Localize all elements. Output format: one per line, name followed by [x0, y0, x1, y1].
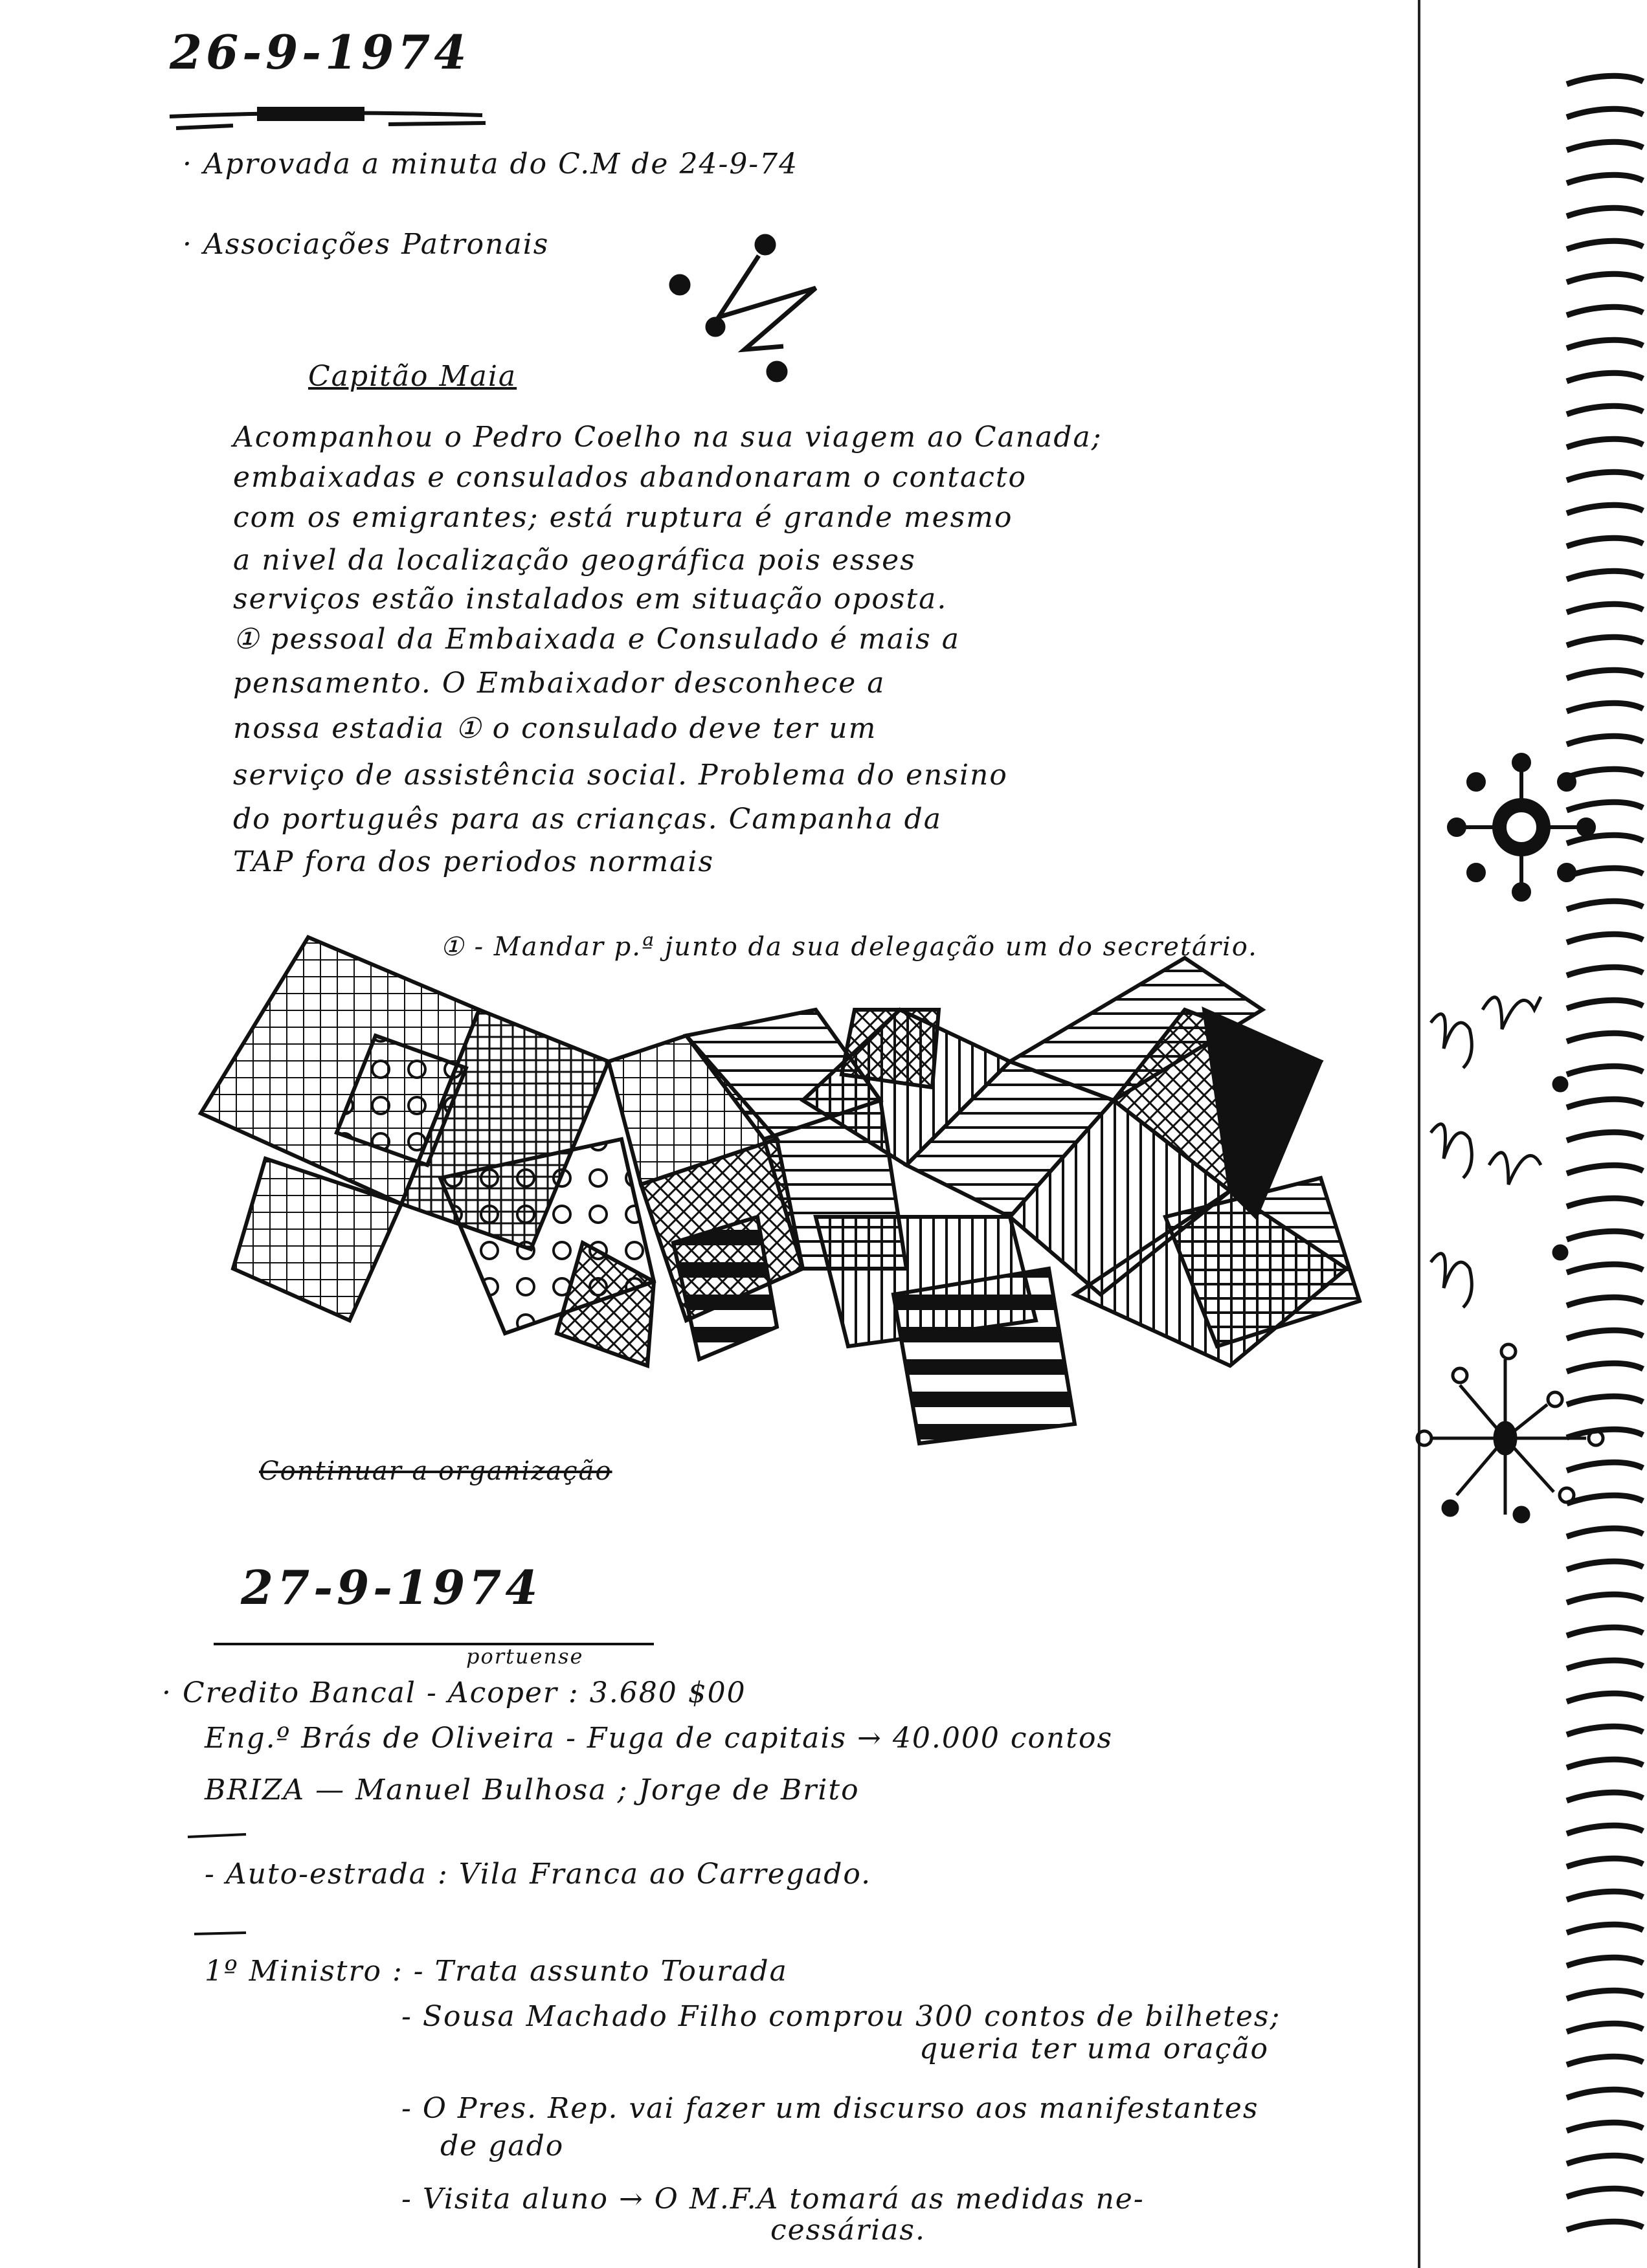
struck-line: Continuar a organização: [259, 1456, 612, 1486]
spiral-coil: [1567, 340, 1643, 348]
spiral-coil: [1567, 868, 1643, 876]
spiral-coil: [1567, 1330, 1643, 1339]
spiral-coil: [1567, 1396, 1643, 1405]
section-rules: [188, 1644, 654, 1934]
entry2-line: - Visita aluno → O M.F.A tomará as medidas ne-: [401, 2183, 1145, 2216]
date-underline: [170, 109, 486, 128]
spiral-coil: [1567, 76, 1643, 84]
spiral-coil: [1567, 538, 1643, 546]
paragraph-line: nossa estadia ① o consulado deve ter um: [233, 712, 877, 745]
spiral-coil: [1567, 1627, 1643, 1636]
spiral-coil: [1567, 1594, 1643, 1603]
spiral-coil: [1567, 1099, 1643, 1107]
spiral-coil: [1567, 307, 1643, 315]
spiral-coil: [1567, 109, 1643, 117]
spiral-coil: [1567, 142, 1643, 150]
spiral-coil: [1567, 1924, 1643, 1933]
agenda-item-1: · Aprovada a minuta do C.M de 24-9-74: [183, 148, 799, 181]
patchwork-drawing: [201, 937, 1360, 1443]
entry-date-2: 27-9-1974: [241, 1560, 542, 1615]
spiral-coil: [1567, 2056, 1643, 2065]
spiral-coil: [1567, 604, 1643, 612]
spiral-coil: [1567, 1825, 1643, 1834]
section-heading: Capitão Maia: [308, 360, 517, 393]
spiral-coil: [1567, 373, 1643, 381]
paragraph-line: pensamento. O Embaixador desconhece a: [233, 667, 886, 700]
entry2-line: - Auto-estrada : Vila Franca ao Carregado.: [205, 1858, 872, 1891]
spiral-coil: [1567, 1066, 1643, 1074]
spiral-coil: [1567, 274, 1643, 282]
spiral-coil: [1567, 736, 1643, 744]
spiral-coil: [1567, 1528, 1643, 1537]
spiral-coil: [1567, 1462, 1643, 1471]
spiral-coil: [1567, 1231, 1643, 1240]
spiral-coil: [1567, 1495, 1643, 1504]
spiral-coil: [1567, 571, 1643, 579]
spiral-coil: [1567, 1660, 1643, 1669]
spiral-coil: [1567, 505, 1643, 513]
entry2-line: - O Pres. Rep. vai fazer um discurso aos manifestantes: [401, 2092, 1259, 2125]
spiral-coil: [1567, 1726, 1643, 1735]
spiral-coil: [1567, 934, 1643, 942]
spiral-coil: [1567, 2122, 1643, 2131]
spiral-coil: [1567, 1429, 1643, 1438]
spiral-coil: [1567, 1264, 1643, 1273]
entry2-line: · Credito Bancal - Acoper : 3.680 $00: [162, 1676, 746, 1709]
paragraph-line: serviço de assistência social. Problema do ensino: [233, 759, 1008, 792]
spiral-coil: [1567, 901, 1643, 909]
spiral-coil: [1567, 2023, 1643, 2032]
paragraph-line: com os emigrantes; está ruptura é grande mesmo: [233, 501, 1013, 534]
spiral-coil: [1567, 439, 1643, 447]
spiral-coil: [1567, 406, 1643, 414]
superscript-note: portuense: [466, 1644, 584, 1669]
paragraph-line: Acompanhou o Pedro Coelho na sua viagem ao Canada;: [233, 421, 1103, 454]
spiral-coil: [1567, 1759, 1643, 1768]
spiral-coil: [1567, 1957, 1643, 1966]
entry2-line: 1º Ministro : - Trata assunto Tourada: [205, 1955, 788, 1988]
spiral-coil: [1567, 241, 1643, 249]
spiral-coil: [1567, 637, 1643, 645]
spiral-coil: [1567, 2221, 1643, 2230]
spiral-coil: [1567, 1792, 1643, 1801]
paragraph-line: do português para as crianças. Campanha da: [233, 803, 942, 836]
squiggle-doodle: [671, 236, 816, 380]
spiral-coil: [1567, 472, 1643, 480]
paragraph-line: TAP fora dos periodos normais: [233, 845, 715, 878]
spiral-coil: [1567, 670, 1643, 678]
spiral-coil: [1567, 1891, 1643, 1900]
spiral-coil: [1567, 1297, 1643, 1306]
spiral-coil: [1567, 769, 1643, 777]
spiral-coil: [1567, 1000, 1643, 1008]
spiral-coil: [1567, 1132, 1643, 1140]
paragraph-line: ① pessoal da Embaixada e Consulado é mais a: [233, 623, 960, 656]
spiral-coil: [1567, 2089, 1643, 2098]
paragraph-line: embaixadas e consulados abandonaram o contacto: [233, 461, 1027, 494]
spiral-coil: [1567, 1363, 1643, 1372]
entry2-line: BRIZA — Manuel Bulhosa ; Jorge de Brito: [205, 1773, 860, 1807]
spiral-coil: [1567, 175, 1643, 183]
agenda-item-2: · Associações Patronais: [183, 228, 550, 261]
entry-date-1: 26-9-1974: [170, 25, 471, 80]
paragraph-line: serviços estão instalados em situação oposta.: [233, 583, 948, 616]
entry2-line: cessárias.: [770, 2214, 926, 2247]
spiral-coil: [1567, 1165, 1643, 1173]
paragraph-line: a nivel da localização geográfica pois esses: [233, 544, 916, 577]
spiral-coil: [1567, 1693, 1643, 1702]
entry2-line: Eng.º Brás de Oliveira - Fuga de capitais → 40.000 contos: [205, 1722, 1114, 1755]
signature-scribbles: [1431, 997, 1567, 1307]
spiral-coil: [1567, 1858, 1643, 1867]
spiral-coil: [1567, 2155, 1643, 2164]
entry2-line: de gado: [440, 2129, 565, 2162]
entry2-line: queria ter uma oração: [919, 2032, 1270, 2065]
spiral-coil: [1567, 2188, 1643, 2197]
spiral-coil: [1567, 1033, 1643, 1041]
entry2-line: - Sousa Machado Filho comprou 300 contos de bilhetes;: [401, 2000, 1281, 2033]
spiral-coil: [1567, 1990, 1643, 1999]
spiral-binding: [1554, 0, 1647, 2268]
spiral-coil: [1567, 1198, 1643, 1206]
spiral-coil: [1567, 835, 1643, 843]
spiral-coil: [1567, 208, 1643, 216]
spiral-coil: [1567, 1561, 1643, 1570]
footnote: ① - Mandar p.ª junto da sua delegação um do secretário.: [440, 932, 1258, 962]
spiral-coil: [1567, 967, 1643, 975]
spiral-coil: [1567, 703, 1643, 711]
spiral-coil: [1567, 802, 1643, 810]
